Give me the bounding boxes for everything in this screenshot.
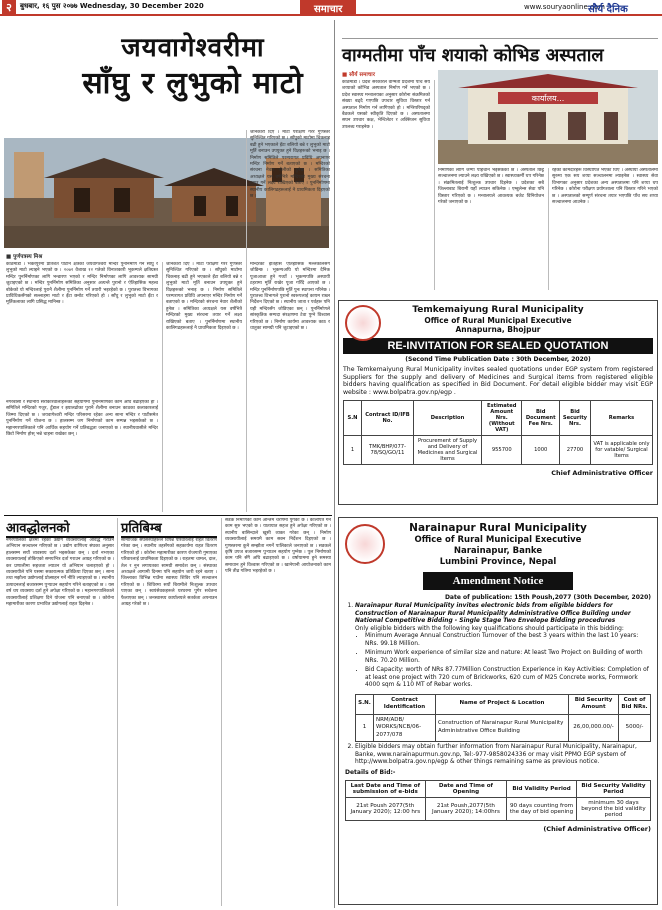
ad2-items [345,603,651,767]
ad1-th-description: Description [414,401,482,436]
ad2-th-validity: Bid Validity Period [507,780,577,797]
ad1-body: The Temkemaiyung Rural Municipality invites sealed quotations under EGP system from registered Suppliers for the supply and delivery of Medicines and Surgical items from registered eligible bidders having qualification as specified in Bid Document. For detail eligible bidder may visit EGP website : www.bolpatra.gov.np/egp . [343,366,653,396]
ad2-details-label: Details of Bid:- [345,768,396,776]
table-cell: VAT is applicable only for vatable/ Surgical Items [591,436,653,465]
brand-logo: सौर्य दैनिक [588,4,628,15]
ad1-th-contract: Contract ID/IFB No. [362,401,414,436]
nepal-emblem-icon [345,524,385,564]
story2-photo [438,70,658,164]
table-row [346,797,651,820]
story2-column-3: रहेका कामदारहरू विस्थापित भएका थिए । अस्थायी अस्पतालमा सुरुमा एक सय शय्या सञ्चालनमा ल्याइनेछ । स्वास्थ्य सेवा विभागका अनुसार प्रदेशका अन्य अस्पतालमा पनि शय्या थप गरिनेछ । कोरोना परीक्षण प्रयोगशाला पनि विस्तार गरिने भएको छ । अस्पतालको सम्पूर्ण संरचना तयार भएपछि पाँच सय शय्या सञ्चालनमा आउनेछ । [552,168,658,206]
list-item: • Bid Capacity: worth of NRs 87.77Million Construction Experience in Key Activities: Completion of at least one project with 720 cum of Brickworks, 620 cum of M25 Concrete works, Formwork 4000 sqm & 110 MT of Rebar works. [365,667,651,690]
ad1-signature: Chief Administrative Officer [551,469,653,478]
table-cell: Procurement of Supply and Delivery of Medicines and Surgical Items [414,436,482,465]
ad2-title: Narainapur Rural Municipality [409,522,587,534]
table-cell: 26,00,000.00/- [569,714,619,742]
table-cell: 1 [344,436,362,465]
hospital-sign-text: कार्यालय... [531,94,565,103]
ad2-address1: Narainapur, Banke [453,546,543,556]
masthead [0,0,662,16]
table-cell: 21st Poush,2077(5th January 2020); 14:00hrs [425,797,507,820]
ad1-th-sn: S.N [344,401,362,436]
ad2-item1-text: Narainapur Rural Municipality invites electronic bids from eligible bidders for Construction of Narainapur Rural Municipality Administrative Office Building under National Competitive Bidding - Single Stage Two Envelope Bidding procedures [355,603,631,624]
ad2-bullets [355,633,651,690]
ad1-address: Annapurna, Bhojpur [455,325,541,334]
ad2-th-sn: S.N. [356,694,374,714]
table-cell: Construction of Narainapur Rural Municipality Administrative Office Building [436,714,569,742]
nepal-emblem-icon [345,305,381,341]
ad2-th-cost: Cost of Bid NRs. [619,694,651,714]
ad1-subtitle: Office of Rural Municipal Executive [424,316,572,325]
ad1-th-amount: Estimated Amount Nrs. (Without VAT) [482,401,522,436]
ad1-th-security: Bid Security Nrs. [559,401,590,436]
story4-headline: प्रतिबिम्ब [121,518,217,538]
list-item: • Minimum Average Annual Construction Turnover of the best 3 years within the last 10 years: NRs. 99.18 Million. [365,633,651,648]
section-tag: समाचार [300,0,356,15]
ad1-th-fee: Bid Document Fee Nrs. [522,401,559,436]
ad2-th-security-validity: Bid Security Validity Period [576,780,650,797]
ad2-th-project: Name of Project & Location [436,694,569,714]
ad2-banner: Amendment Notice [423,572,573,590]
ad1-second-notice: (Second Time Publication Date : 30th December, 2020) [405,356,591,363]
table-cell: 1 [356,714,374,742]
narainapur-amendment-notice [338,517,658,905]
ad2-th-opening: Date and Time of Opening [425,780,507,797]
ad2-th-security: Bid Security Amount [569,694,619,714]
story1-photo-caption: ■ पुर्णपत्रस्य मिश्र [6,254,43,260]
website-link[interactable]: www.souryaonline.com [524,3,605,11]
story1-column-3b: जानकारी दिए । माटो परीक्षण गरेर गुणस्तर सुनिश्चित गरिएको छ । साँघुको माटोमा चिकनाइ बढी हुने भएकाले इँटा बलियो बन्ने र लुभुको माटो मूर्ति बनाउन उपयुक्त हुने विज्ञहरूको भनाइ छ । निर्माण समितिले परम्परागत प्रविधि अपनाएर मन्दिर निर्माण गर्ने बताएको छ । मन्दिरको संरचना नेवार शैलीको हुनेछ । समितिका अध्यक्षले यस वर्षभित्रै मन्दिरको मुख्य संरचना तयार गर्ने लक्ष्य राखिएको बताए । पुनर्निर्माणमा स्थानीय कालिगढहरूलाई नै प्राथमिकता दिइएको छ । [250,130,330,200]
ad2-table2 [345,780,651,821]
ad2-th-last-date: Last Date and Time of submission of e-bids [346,780,426,797]
ad2-item-2: 2. Eligible bidders may obtain further information from Narainapur Rural Municipality, Narainapur, Banke, www.narainapurmun.gov.np, Tel:-977-9858024336 or may visit PPMO EGP system of http://www.bolpatra.gov.np/egp & other things remaining same as previous notice. [355,744,651,767]
story2-byline: ■ सौर्य समाचार [342,72,375,78]
story2-headline: वाग्मतीमा पाँच शयाको कोभिड अस्पताल [342,38,658,67]
table-cell: minimum 30 days beyond the bid validity period [576,797,650,820]
ad2-item1-note: Only eligible bidders with the following key qualifications should participate in this bidding: [355,625,624,632]
story1-column-3: जानकारी दिए । माटो परीक्षण गरेर गुणस्तर सुनिश्चित गरिएको छ । साँघुको माटोमा चिकनाइ बढी हुने भएकाले इँटा बलियो बन्ने र लुभुको माटो मूर्ति बनाउन उपयुक्त हुने विज्ञहरूको भनाइ छ । निर्माण समितिले परम्परागत प्रविधि अपनाएर मन्दिर निर्माण गर्ने बताएको छ । मन्दिरको संरचना नेवार शैलीको हुनेछ । समितिका अध्यक्षले यस वर्षभित्रै मन्दिरको मुख्य संरचना तयार गर्ने लक्ष्य राखिएको बताए । पुनर्निर्माणमा स्थानीय कालिगढहरूलाई नै प्राथमिकता दिइएको छ । [166,262,242,332]
ad2-item-1 [355,603,651,742]
ad1-title: Temkemaiyung Rural Municipality [412,305,584,315]
table-row [356,714,651,742]
dateline: बुधबार, १६ पुस २०७७ Wednesday, 30 December 2020 [20,2,204,10]
story2-column-1: काठमाडौं । प्रदेश सरकारले वाग्मती प्रदेशमा पाँच सय शय्याको कोभिड अस्पताल निर्माण गर्ने भएको छ । प्रदेश स्वास्थ्य मन्त्रालयका अनुसार कोरोना संक्रमितको संख्या बढ्दै गएपछि उपचार सुविधा विस्तार गर्न अस्पताल निर्माण गर्न लागिएको हो । मन्त्रिपरिषद्को बैठकले यसको स्वीकृति दिएको छ । अस्पतालमा सघन उपचार कक्ष, भेन्टिलेटर र अक्सिजन सुविधा उपलब्ध गराइनेछ । [342,80,430,130]
hospital-photo-illustration [438,70,658,164]
story4-column-2: सडक निर्माणको काम अन्तिम चरणमा पुगेको छ । कालोपत्रे गर्ने काम सुरु भएको छ । यातायात सहज हुने अपेक्षा गरिएको छ । स्थानीय बासिन्दाले खुसी व्यक्त गरेका छन् । निर्माण व्यवसायीलाई समयमै काम सक्न निर्देशन दिइएको छ । गुणस्तरमा कुनै सम्झौता नगर्ने पालिकाले जनाएको छ । सडकले कृषि उपज बजारसम्म पुर्‍याउन सहयोग पुग्नेछ । पुल निर्माणको काम पनि सँगै अघि बढाइएको छ । वर्षायाममा हुने समस्या समाधान हुने विश्वास गरिएको छ । खानेपानी आयोजनाको काम पनि तीव्र गतिमा भइरहेको छ । [225,518,331,575]
story2-column-2: निर्माणका लागि जग्गा पहिचान भइसकेको छ । अस्पताल छिट्टै सञ्चालनमा ल्याउने लक्ष्य राखिएको छ । स्वास्थ्यकर्मी थप गरिनेछ । संक्रमितलाई निःशुल्क उपचार दिइनेछ । प्रदेशका सबै जिल्लाबाट बिरामी यहाँ ल्याउन सकिनेछ । एम्बुलेन्स सेवा पनि विस्तार गरिएको छ । मन्त्रालयले आवश्यक बजेट विनियोजन गरेको जनाएको छ । [438,168,544,206]
ad2-th-contract: Contract Identification [374,694,436,714]
story3-headline: आवद्धोलनको [6,518,114,538]
story3-column-1: नगरपालिका क्षेत्रमा रहेका उद्योग व्यवसायलाई आवद्ध गराउने अभियान सञ्चालन गरिएको छ । उद्योग वाणिज्य संघका अनुसार हालसम्म सयौं व्यवसाय दर्ता भइसकेका छन् । दर्ता नभएका व्यवसायलाई तोकिएको समयभित्र दर्ता गराउन आग्रह गरिएको छ । कर प्रणालीमा सहजता ल्याउन यो अभियान चलाइएको हो । व्यवसायीले पनि यसमा सकारात्मक प्रतिक्रिया दिएका छन् । साना तथा मझौला उद्योगलाई प्रोत्साहन गर्ने नीति ल्याइएको छ । स्थानीय उत्पादनलाई बजारसम्म पुर्‍याउन सहयोग गरिने बताइएको छ । यस वर्ष थप व्यवसाय दर्ता हुने अपेक्षा गरिएको छ । महानगरपालिकाले व्यवसायीलाई प्रशिक्षण दिने योजना पनि बनाएको छ । कोरोना महामारीका कारण प्रभावित उद्योगलाई राहत दिइनेछ । [6,538,114,608]
ad1-table [343,400,653,465]
table-cell: 5000/- [619,714,651,742]
story1-column-1: काठमाडौं । भक्तपुरमा प्रतिशत पाटनि क्षेत्रको जयवागेश्वरी मन्दिर पुनर्निर्माण गर्न साँघु र लुभुको माटो ल्याइने भएको छ । २०७२ वैशाख १२ गतेको विनाशकारी भूकम्पले क्षतिग्रस्त मन्दिर पुनर्निर्माणका लागि भन्डारण भएको र मन्दिर निर्माणका लागि आवश्यक सामग्री जुटाइएको छ । मन्दिर पुनर्निर्माण समितिका अनुसार अत्यन्तै पुरानो र ऐतिहासिक महत्त्व बोकेको यो मन्दिरलाई पुरानै शैलीमा पुनर्निर्माण गर्ने तयारी भइरहेको छ । पुरातत्त्व विभागका प्राविधिकसँगको सल्लाहमा माटो र इँटा छनोट गरिएको हो । साँघु र लुभुको माटो इँटा र मूर्तिकलाका लागि प्रसिद्ध मानिन्छ । [6,262,158,306]
temkemaiyung-quotation-notice [338,300,658,505]
story1-headline-line2: साँघु र लुभुको माटो [82,66,304,101]
list-item: • Minimum Work experience of similar size and nature: At least Two Project on Building of worth NRs. 70.20 Million. [365,650,651,665]
ad2-address2: Lumbini Province, Nepal [439,557,557,567]
table-cell: TMK/BHP/077-78/SQ/GO/11 [362,436,414,465]
ad1-banner: RE-INVITATION FOR SEALED QUOTATION [343,338,653,354]
table-cell: 955700 [482,436,522,465]
ad2-table1 [355,694,651,743]
story1-headline-line1: जयवागेश्वरीमा [121,33,265,63]
story1-headline [68,30,318,102]
table-cell: 1000 [522,436,559,465]
story1-column-4: मन्दिरको इतिहास ऐतिहासिक मल्लकालसँग जोडिन्छ । भूकम्पअघि यो मन्दिरमा दैनिक पूजाआजा हुने गर्थ्यो । भूकम्पपछि अस्थायी टहरामा मूर्ति राखेर पूजा गरिँदै आएको छ । मन्दिर पुनर्निर्माणपछि मूर्ति पुनः स्थापना गरिनेछ । पुरातत्त्व विभागले पुरानो स्वरूपलाई कायम राख्न निर्देशन दिएको छ । स्थानीय जात्रा र पर्वहरू पनि यही मन्दिरसँग जोडिएका छन् । पुनर्निर्माणले सांस्कृतिक सम्पदा संरक्षणमा टेवा पुग्ने विश्वास गरिएको छ । निर्माण कार्यमा आवश्यक काठ र धातुका सामग्री पनि जुटाइएको छ । [250,262,330,332]
table-cell: 27700 [559,436,590,465]
ad1-th-remarks: Remarks [591,401,653,436]
page-number: २ [2,0,16,15]
story4-column-1: सामाजिक संघसंस्थाहरूले विपन्न परिवारलाई राहत वितरण गरेका छन् । स्थानीय तहसँगको सहकार्यमा राहत वितरण गरिएको हो । कोरोना महामारीका कारण रोजगारी गुमाएका परिवारलाई प्राथमिकता दिइएको छ । राहतमा चामल, दाल, तेल र नुन लगायतका सामग्री समावेश छन् । संस्थाका अध्यक्षले आगामी दिनमा पनि सहयोग जारी रहने बताए । जिल्लाका विभिन्न गाउँमा स्वास्थ्य शिविर पनि सञ्चालन गरिएको छ । शिविरमा सयौं बिरामीले निःशुल्क उपचार पाएका छन् । स्वयंसेवकहरूले घरघरमा पुगेर सचेतना फैलाएका छन् । जनस्वास्थ्य कार्यालयले सतर्कता अपनाउन आग्रह गरेको छ । [121,538,217,608]
ad2-signature: (Chief Administrative Officer) [543,824,651,833]
ad2-pubdate: Date of publication: 15th Poush,2077 (30th December, 2020) [444,594,651,601]
table-cell: 21st Poush 2077(5th January 2020); 12:00 hrs [346,797,426,820]
ad2-subtitle: Office of Rural Municipal Executive [414,535,582,545]
table-row [344,436,653,465]
story1-column-2: नगरबासी र स्थानीय सरोकारवालाहरूको सहयोगमा पुनर्निर्माणको काम अघि बढाइएको हो । समितिले मन्दिरको गजुर, टुँडाल र झ्यालढोका पुरानै शैलीमा बनाउन काठका कलाकारलाई जिम्मा दिएको छ । जयवागेश्वरी मन्दिर परिसरमा रहेका अन्य साना मन्दिर र पाटीसमेत पुनर्निर्माण गर्ने योजना छ । हालसम्म जग निर्माणको काम सम्पन्न भइसकेको छ । महानगरपालिकाले पनि आर्थिक सहयोग गर्ने प्रतिबद्धता जनाएको छ । स्थानीयवासीले मन्दिर छिटो निर्माण होस् भन्ने चाहना राखेका छन् । [6,400,158,438]
table-cell: 90 days counting from the day of bid opening [507,797,577,820]
table-cell: NRM/ADB/ WORKS/NCB/06-2077/078 [374,714,436,742]
